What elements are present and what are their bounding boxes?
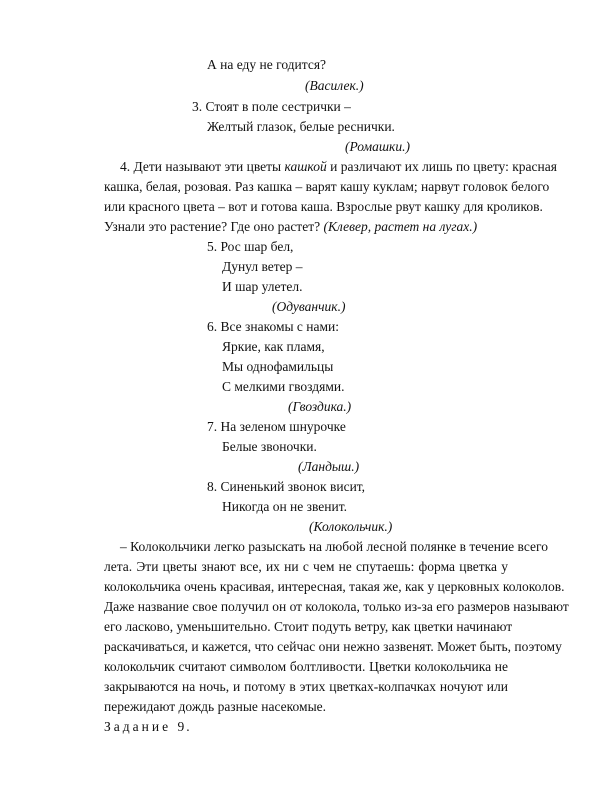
- riddle7-answer: (Ландыш.): [298, 459, 360, 474]
- riddle7-line-2: Белые звоночки.: [222, 439, 317, 454]
- paragraph-line-9: пережидают дождь разные насекомые.: [104, 699, 327, 714]
- task-heading: [104, 719, 192, 735]
- riddle4-line-3: или красного цвета – вот и готова каша. Взрослые рвут кашку для кроликов.: [104, 199, 543, 214]
- paragraph-line-2: лета. Эти цветы знают все, их ни с чем не спутаешь: форма цветка у: [104, 559, 508, 574]
- riddle2-last-line: А на еду не годится?: [207, 57, 327, 72]
- riddle7-line-1: 7. На зеленом шнурочке: [207, 419, 346, 434]
- riddle4-line-4: [104, 219, 477, 235]
- task-number: 9.: [177, 719, 192, 734]
- riddle5-line-3: И шар улетел.: [222, 279, 303, 294]
- riddle6-answer: (Гвоздика.): [288, 399, 352, 414]
- riddle5-line-1: 5. Рос шар бел,: [207, 239, 294, 254]
- riddle3-line-1: 3. Стоят в поле сестрички –: [192, 99, 351, 114]
- riddle8-line-2: Никогда он не звенит.: [222, 499, 347, 514]
- paragraph-line-5: его ласково, уменьшительно. Стоит подуть ветру, как цветки начинают: [104, 619, 513, 634]
- riddle4-emphasis: кашкой: [284, 159, 327, 174]
- paragraph-line-1: – Колокольчики легко разыскать на любой лесной полянке в течение всего: [120, 539, 548, 554]
- riddle4-question: Узнали это растение? Где оно растет?: [104, 219, 321, 234]
- paragraph-line-7: колокольчик считают символом болтливости. Цветки колокольчика не: [104, 659, 508, 674]
- riddle4-line-1: [120, 159, 557, 175]
- riddle5-answer: (Одуванчик.): [272, 299, 346, 314]
- riddle8-answer: (Колокольчик.): [309, 519, 393, 534]
- task-word: Задание: [104, 719, 172, 734]
- paragraph-line-8: закрываются на ночь, и потому в этих цветках-колпачках ночуют или: [104, 679, 508, 694]
- riddle6-line-3: Мы однофамильцы: [222, 359, 334, 374]
- paragraph-line-4: Даже название свое получил он от колокола, только из-за его размеров называют: [104, 599, 569, 614]
- riddle4-text-before: 4. Дети называют эти цветы: [120, 159, 282, 174]
- riddle3-line-2: Желтый глазок, белые реснички.: [207, 119, 395, 134]
- riddle6-line-1: 6. Все знакомы с нами:: [207, 319, 340, 334]
- riddle6-line-4: С мелкими гвоздями.: [222, 379, 345, 394]
- riddle4-answer: (Клевер, растет на лугах.): [323, 219, 478, 234]
- riddle5-line-2: Дунул ветер –: [222, 259, 303, 274]
- paragraph-line-6: раскачиваться, и кажется, что сейчас они нежно зазвенят. Может быть, поэтому: [104, 639, 562, 654]
- riddle2-answer: (Василек.): [305, 78, 364, 93]
- riddle4-text-after: и различают их лишь по цвету: красная: [330, 159, 557, 174]
- riddle3-answer: (Ромашки.): [345, 139, 410, 154]
- paragraph-line-3: колокольчика очень красивая, интересная, такая же, как у церковных колоколов.: [104, 579, 565, 594]
- riddle4-line-2: кашка, белая, розовая. Раз кашка – варят кашу куклам; нарвут головок белого: [104, 179, 550, 194]
- riddle6-line-2: Яркие, как пламя,: [222, 339, 325, 354]
- riddle8-line-1: 8. Синенький звонок висит,: [207, 479, 366, 494]
